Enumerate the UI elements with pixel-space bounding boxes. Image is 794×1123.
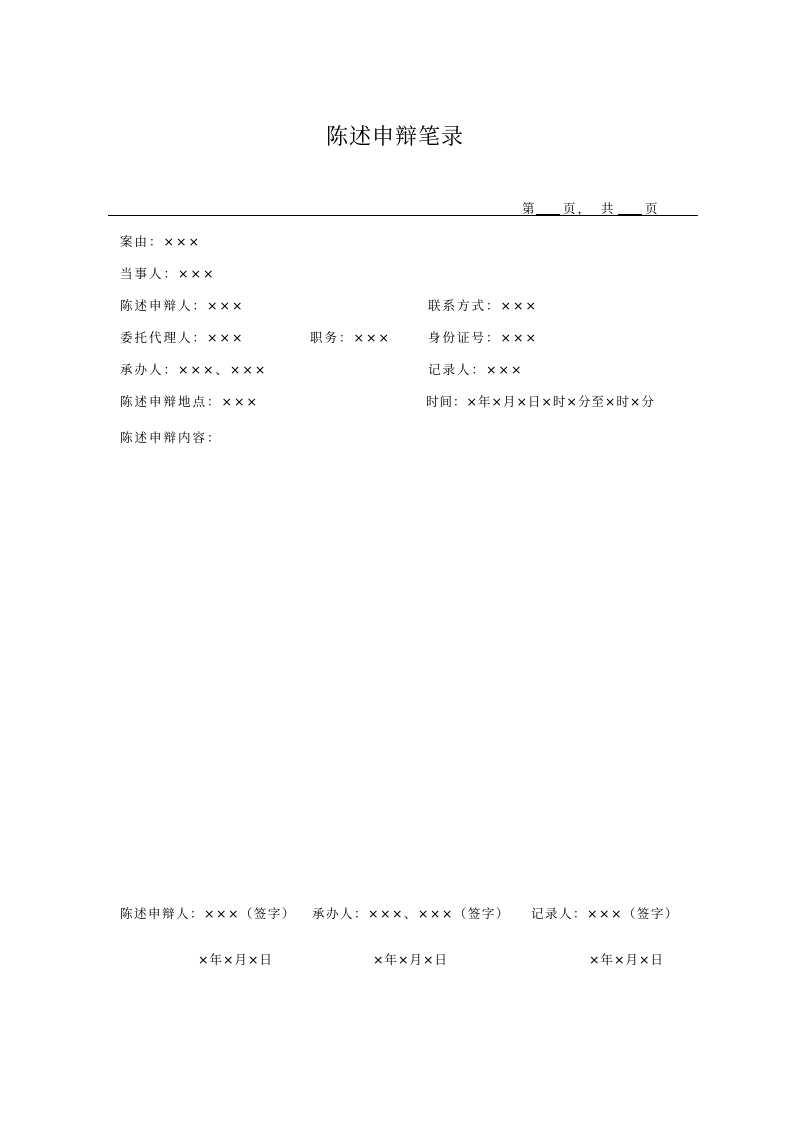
applicant-date: ×年×月×日 [198, 952, 273, 967]
time: 时间：×年×月×日×时×分至×时×分 [426, 394, 655, 409]
total-label-ye: 页 [645, 201, 660, 216]
page-label-di: 第 [522, 201, 537, 216]
case-reason: 案由：××× [120, 234, 201, 249]
recorder-signature: 记录人：×××（签字） [531, 906, 679, 921]
recorder-date: ×年×月×日 [589, 952, 664, 967]
handler: 承办人：×××、××× [120, 362, 268, 377]
page-title: 陈述申辩笔录 [326, 125, 465, 150]
header-rule [108, 215, 698, 216]
page-label-gong: 共 [601, 201, 616, 216]
handler-signature: 承办人：×××、×××（签字） [312, 906, 510, 921]
location: 陈述申辩地点：××× [120, 394, 259, 409]
agent: 委托代理人：××× [120, 330, 245, 345]
party: 当事人：××× [120, 266, 216, 281]
handler-date: ×年×月×日 [373, 952, 448, 967]
page-label-ye: 页， [563, 201, 593, 216]
id-number: 身份证号：××× [428, 330, 538, 345]
contact: 联系方式：××× [428, 298, 538, 313]
applicant: 陈述申辩人：××× [120, 298, 245, 313]
position: 职务：××× [310, 330, 391, 345]
applicant-signature: 陈述申辩人：×××（签字） [120, 906, 296, 921]
recorder: 记录人：××× [428, 362, 524, 377]
content-label: 陈述申辩内容： [120, 430, 222, 445]
